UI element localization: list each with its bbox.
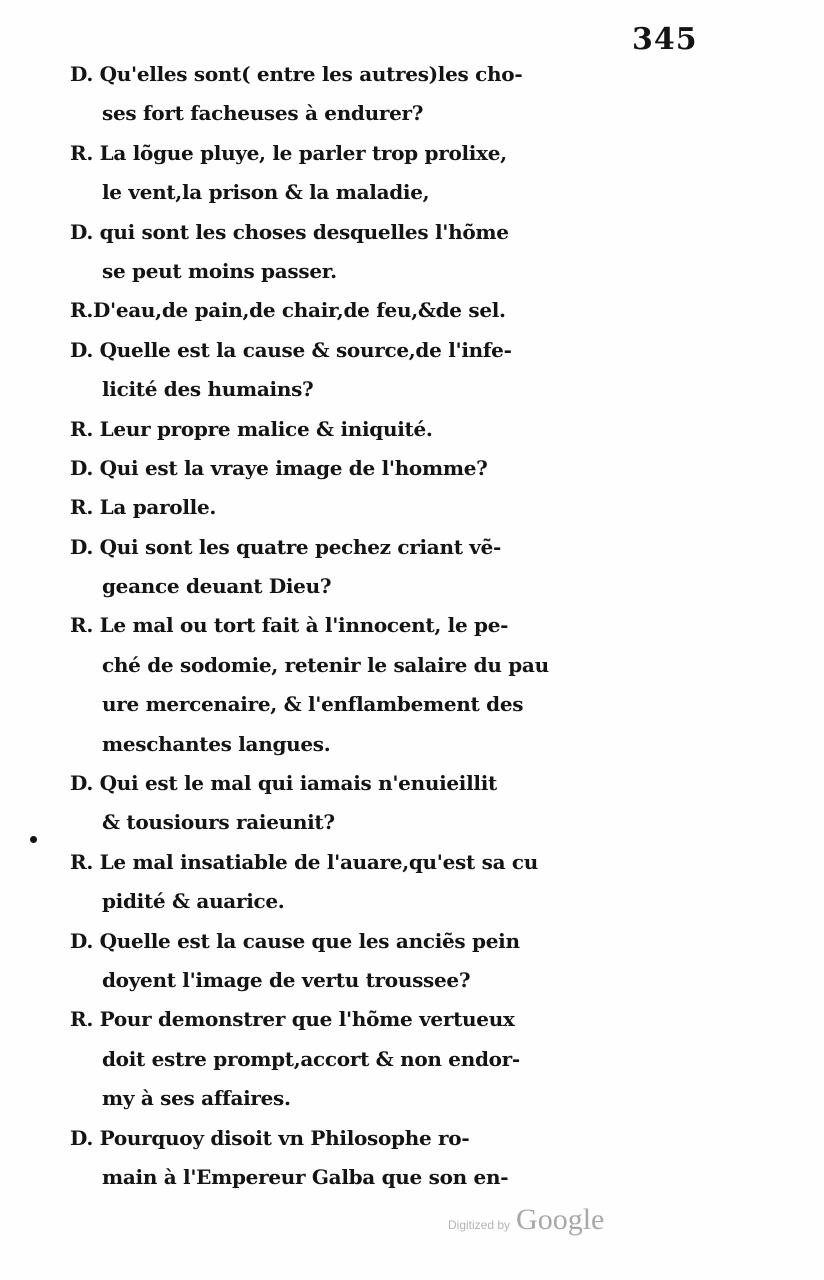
- text-line: pidité & auarice.: [102, 889, 285, 914]
- text-line: D. qui sont les choses desquelles l'hõme: [70, 219, 509, 244]
- text-line: D. Quelle est la cause que les anciẽs pein: [70, 928, 520, 953]
- text-line: D. Qui est le mal qui iamais n'enuieillit: [70, 771, 497, 796]
- text-line: my à ses affaires.: [102, 1086, 291, 1111]
- text-line: se peut moins passer.: [102, 258, 337, 283]
- text-line: geance deuant Dieu?: [102, 574, 332, 599]
- text-line: R. Le mal insatiable de l'auare,qu'est sa cu: [70, 849, 539, 874]
- text-line: licité des humains?: [102, 377, 314, 402]
- text-line: & tousiours raieunit?: [102, 810, 335, 835]
- digitization-watermark: [448, 1203, 604, 1243]
- text-line: D. Quelle est la cause & source,de l'infe-: [70, 337, 512, 362]
- text-line: R. La lõgue pluye, le parler trop prolixe,: [70, 140, 507, 165]
- text-line: doyent l'image de vertu troussee?: [102, 967, 471, 992]
- text-line: R. La parolle.: [70, 495, 217, 520]
- text-line: D. Qu'elles sont( entre les autres)les cho-: [70, 62, 523, 86]
- text-line: ses fort facheuses à endurer?: [102, 101, 424, 126]
- text-line: main à l'Empereur Galba que son en-: [102, 1164, 509, 1189]
- text-line: R. Pour demonstrer que l'hõme vertueux: [70, 1007, 515, 1032]
- digitized-by-label: Digitized by: [448, 1218, 511, 1232]
- text-line: ure mercenaire, & l'enflambement des: [102, 692, 524, 717]
- text-line: R. Leur propre malice & iniquité.: [70, 416, 433, 441]
- text-line: R. Le mal ou tort fait à l'innocent, le pe-: [70, 613, 509, 638]
- text-line: doit estre prompt,accort & non endor-: [102, 1046, 520, 1071]
- text-line: le vent,la prison & la maladie,: [102, 180, 430, 205]
- text-line: R.D'eau,de pain,de chair,de feu,&de sel.: [70, 298, 506, 323]
- text-line: D. Qui sont les quatre pechez criant vẽ-: [70, 534, 502, 559]
- text-line: ché de sodomie, retenir le salaire du pau: [102, 652, 549, 677]
- page-number: 345: [632, 22, 698, 57]
- dialogue-text: [70, 55, 710, 1197]
- text-line: meschantes langues.: [102, 731, 331, 756]
- text-line: D. Qui est la vraye image de l'homme?: [70, 455, 488, 480]
- ink-speck: [30, 836, 37, 843]
- google-logo: Google: [516, 1203, 605, 1236]
- text-line: D. Pourquoy disoit vn Philosophe ro-: [70, 1125, 470, 1150]
